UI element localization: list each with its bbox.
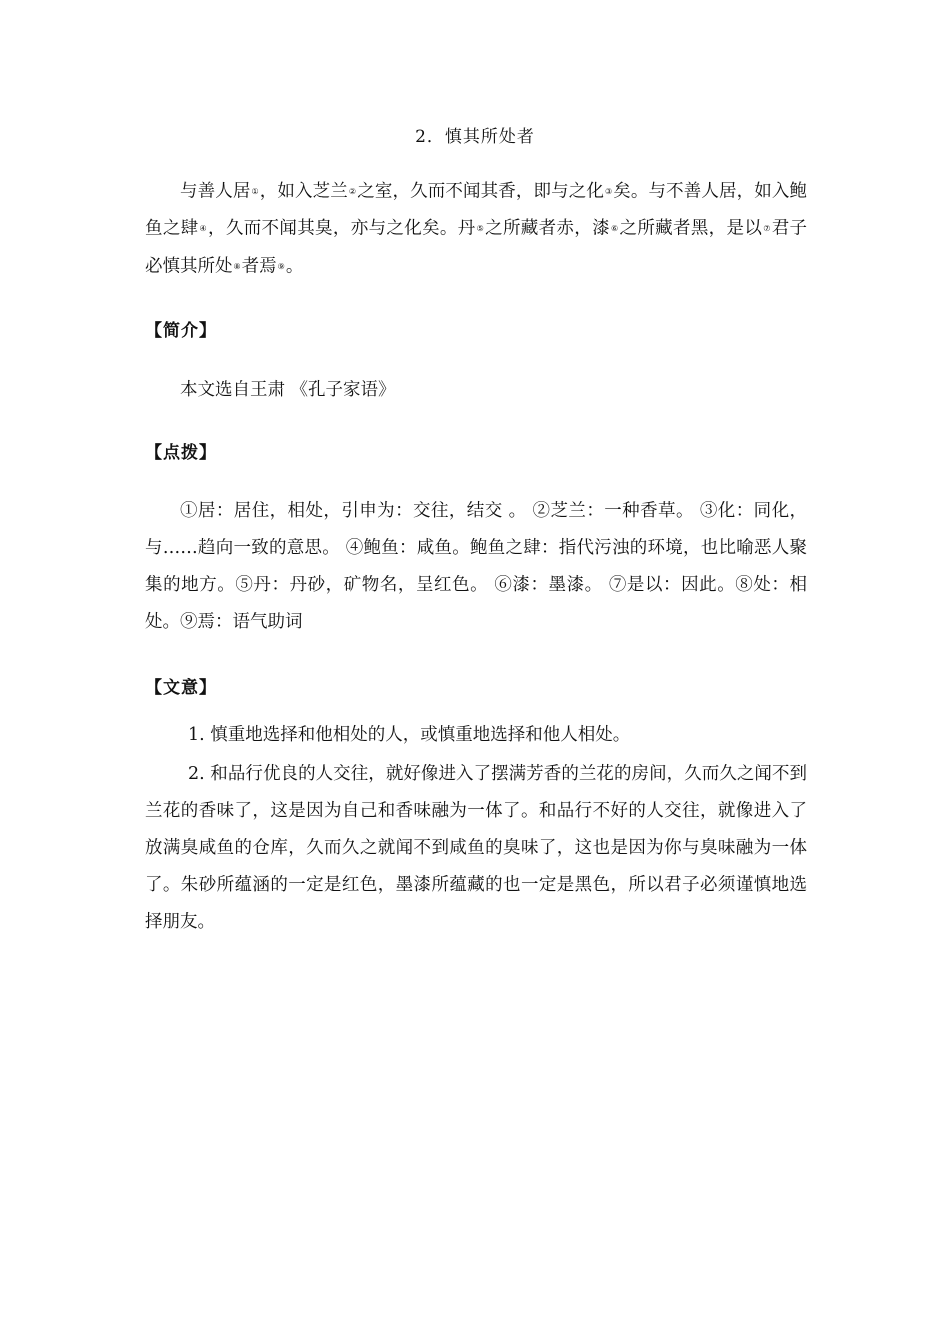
text-segment: ，久而不闻其臭，亦与之化矣。丹 (208, 218, 476, 239)
footnote-marker: ② (348, 187, 357, 196)
notes-text: ①居：居住，相处，引申为：交往，结交 。 ②芝兰：一种香草。 ③化：同化，与……趋向一致的意思。 ④鲍鱼：咸鱼。鲍鱼之肆：指代污浊的环境，也比喻恶人聚集的地方。⑤丹：丹砂，矿物名，呈红色。 ⑥漆：墨漆。 ⑦是以：因此。⑧处：相处。⑨焉：语气助词 (145, 501, 807, 632)
meaning-item-1: 1. 慎重地选择和他相处的人，或慎重地选择和他人相处。 (188, 725, 631, 745)
text-segment: 之所藏者黑，是以 (619, 218, 763, 239)
meaning-heading: 【文意】 (145, 678, 217, 698)
text-segment: ，如入芝兰 (259, 181, 348, 202)
footnote-marker: ⑨ (277, 261, 285, 271)
text-segment: 君子必慎其所处 (145, 218, 808, 277)
footnote-marker: ⑤ (476, 224, 485, 234)
text-segment: 矣。与不善人居，如入鲍鱼之肆 (145, 181, 808, 239)
footnote-marker: ④ (199, 224, 208, 234)
footnote-marker: ③ (604, 187, 613, 196)
intro-heading: 【简介】 (145, 321, 217, 341)
intro-text: 本文选自王肃 《孔子家语》 (180, 380, 396, 400)
page-title: 2．慎其所处者 (415, 127, 535, 147)
meaning-item-2: 2. 和品行优良的人交往，就好像进入了摆满芳香的兰花的房间，久而久之闻不到兰花的香味了，这是因为自己和香味融为一体了。和品行不好的人交往，就像进入了放满臭咸鱼的仓库，久而久之就闻不到咸鱼的臭味了，这也是因为你与臭味融为一体了。朱砂所蕴涵的一定是红色，墨漆所蕴藏的也一定是黑色，所以君子必须谨慎地选择朋友。 (145, 764, 807, 932)
text-segment: 与善人居 (180, 181, 251, 202)
text-segment: 之室，久而不闻其香，即与之化 (357, 181, 604, 202)
footnote-marker: ① (251, 187, 259, 196)
text-segment: 。 (285, 256, 304, 277)
footnote-marker: ⑧ (233, 261, 241, 271)
footnote-marker: ⑥ (610, 224, 619, 234)
text-segment: 者焉 (241, 256, 277, 277)
original-text (145, 173, 807, 285)
footnote-marker: ⑦ (763, 224, 771, 234)
text-segment: 之所藏者赤，漆 (485, 218, 610, 239)
notes-heading: 【点拨】 (145, 443, 217, 463)
